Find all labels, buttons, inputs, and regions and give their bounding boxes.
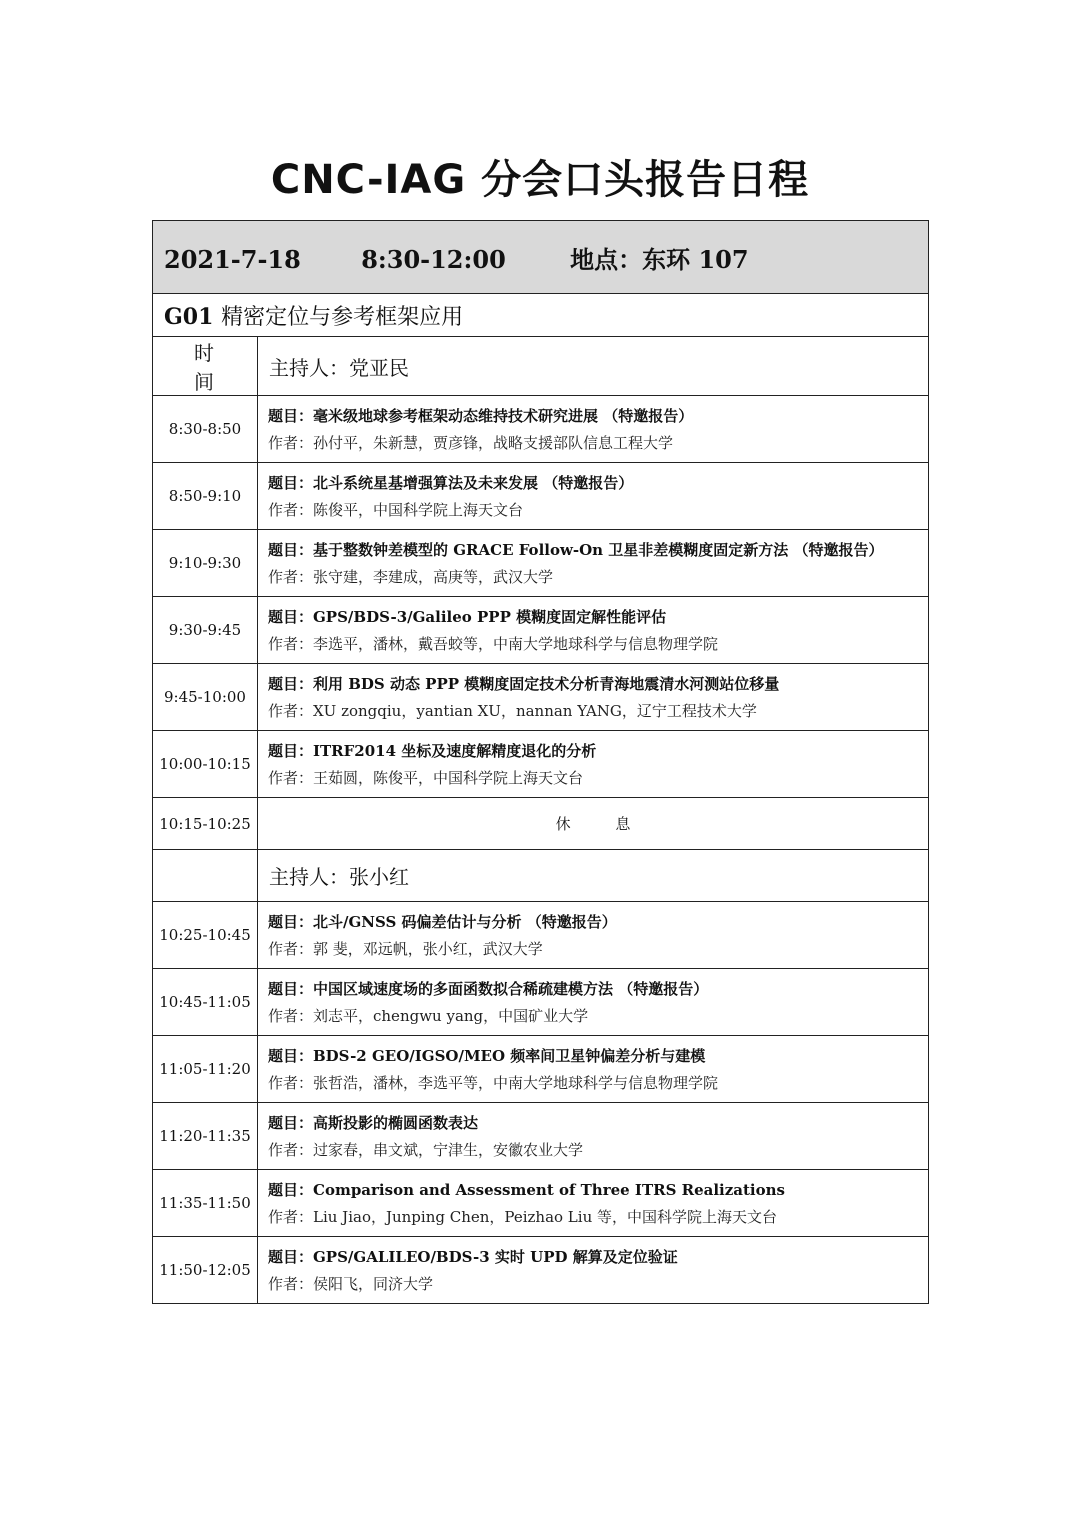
talk-title: 题目：GPS/BDS-3/Galileo PPP 模糊度固定解性能评估 xyxy=(268,608,667,626)
talk-authors: 作者：刘志平，chengwu yang，中国矿业大学 xyxy=(268,1007,589,1025)
talk-time: 10:45-11:05 xyxy=(159,993,251,1011)
talk-row xyxy=(153,969,929,1036)
talk-title: 题目：北斗系统星基增强算法及未来发展 （特邀报告） xyxy=(268,474,634,492)
talk-row xyxy=(153,530,929,597)
session-row xyxy=(153,294,929,337)
talk-time: 9:30-9:45 xyxy=(168,621,242,639)
talk-row xyxy=(153,1036,929,1103)
talk-title: 题目：中国区域速度场的多面函数拟合稀疏建模方法 （特邀报告） xyxy=(268,980,709,998)
talk-authors: 作者：张守建，李建成，高庚等，武汉大学 xyxy=(268,568,554,586)
schedule-location: 地点：东环 107 xyxy=(570,244,749,274)
talk-title: 题目：毫米级地球参考框架动态维持技术研究进展 （特邀报告） xyxy=(268,407,694,425)
schedule-header-row xyxy=(153,221,929,294)
talk-authors: 作者：张哲浩，潘林，李选平等，中南大学地球科学与信息物理学院 xyxy=(268,1074,719,1092)
talk-title: 题目：高斯投影的椭圆函数表达 xyxy=(268,1114,479,1132)
talk-time: 11:05-11:20 xyxy=(159,1060,251,1078)
break-time: 10:15-10:25 xyxy=(159,814,251,833)
empty-time-cell xyxy=(153,850,258,902)
talk-authors: 作者：孙付平，朱新慧，贾彦锋，战略支援部队信息工程大学 xyxy=(268,434,674,452)
session-name: 精密定位与参考框架应用 xyxy=(221,304,464,330)
talk-row xyxy=(153,1103,929,1170)
schedule-time-range: 8:30-12:00 xyxy=(361,244,506,274)
page-title: CNC-IAG 分会口头报告日程 xyxy=(270,157,810,203)
talk-row xyxy=(153,463,929,530)
talk-time: 8:50-9:10 xyxy=(168,487,242,505)
talk-authors: 作者：侯阳飞，同济大学 xyxy=(268,1275,434,1293)
talk-title: 题目：ITRF2014 坐标及速度解精度退化的分析 xyxy=(268,742,597,760)
talk-time: 10:25-10:45 xyxy=(159,926,251,944)
host-label-1: 主持人：党亚民 xyxy=(269,355,409,380)
talk-authors: 作者：王茹圆，陈俊平，中国科学院上海天文台 xyxy=(268,769,584,787)
talk-authors: 作者：李选平，潘林，戴吾蛟等，中南大学地球科学与信息物理学院 xyxy=(268,635,719,653)
talk-title: 题目：基于整数钟差模型的 GRACE Follow-On 卫星非差模糊度固定新方法 （特邀报告） xyxy=(268,541,884,559)
talk-row xyxy=(153,664,929,731)
column-header-row xyxy=(153,337,929,396)
time-column-header: 时 间 xyxy=(194,341,236,394)
talk-authors: 作者：过家春，串文斌，宁津生，安徽农业大学 xyxy=(268,1141,584,1159)
talk-time: 10:00-10:15 xyxy=(159,755,251,773)
talk-authors: 作者：陈俊平，中国科学院上海天文台 xyxy=(268,501,524,519)
schedule-date: 2021-7-18 xyxy=(164,244,301,274)
talk-title: 题目：GPS/GALILEO/BDS-3 实时 UPD 解算及定位验证 xyxy=(268,1248,678,1266)
talk-authors: 作者：Liu Jiao，Junping Chen，Peizhao Liu 等，中国科学院上海天文台 xyxy=(268,1208,777,1226)
host-label-2: 主持人：张小红 xyxy=(269,865,409,889)
talk-row xyxy=(153,597,929,664)
talk-time: 11:50-12:05 xyxy=(159,1261,251,1279)
talk-row xyxy=(153,396,929,463)
talk-time: 9:45-10:00 xyxy=(164,688,246,706)
talk-time: 9:10-9:30 xyxy=(168,554,242,572)
break-label: 休 息 xyxy=(555,815,651,833)
talk-row xyxy=(153,1170,929,1237)
talk-row xyxy=(153,1237,929,1304)
talk-time: 11:35-11:50 xyxy=(159,1194,251,1212)
talk-time: 8:30-8:50 xyxy=(168,420,242,438)
talk-row xyxy=(153,731,929,798)
break-row xyxy=(153,798,929,850)
schedule-table xyxy=(152,220,929,1304)
talk-authors: 作者：郭 斐，邓远帆，张小红，武汉大学 xyxy=(268,940,543,958)
talk-title: 题目：BDS-2 GEO/IGSO/MEO 频率间卫星钟偏差分析与建模 xyxy=(268,1047,706,1065)
talk-time: 11:20-11:35 xyxy=(159,1127,251,1145)
talk-authors: 作者：XU zongqiu，yantian XU，nannan YANG，辽宁工程技术大学 xyxy=(268,702,757,720)
talk-title: 题目：北斗/GNSS 码偏差估计与分析 （特邀报告） xyxy=(268,913,617,931)
talk-title: 题目：利用 BDS 动态 PPP 模糊度固定技术分析青海地震清水河测站位移量 xyxy=(268,675,780,693)
talk-row xyxy=(153,902,929,969)
session-code: G01 xyxy=(164,303,214,330)
talk-title: 题目：Comparison and Assessment of Three ITRS Realizations xyxy=(268,1181,785,1199)
host-row-2 xyxy=(153,850,929,902)
